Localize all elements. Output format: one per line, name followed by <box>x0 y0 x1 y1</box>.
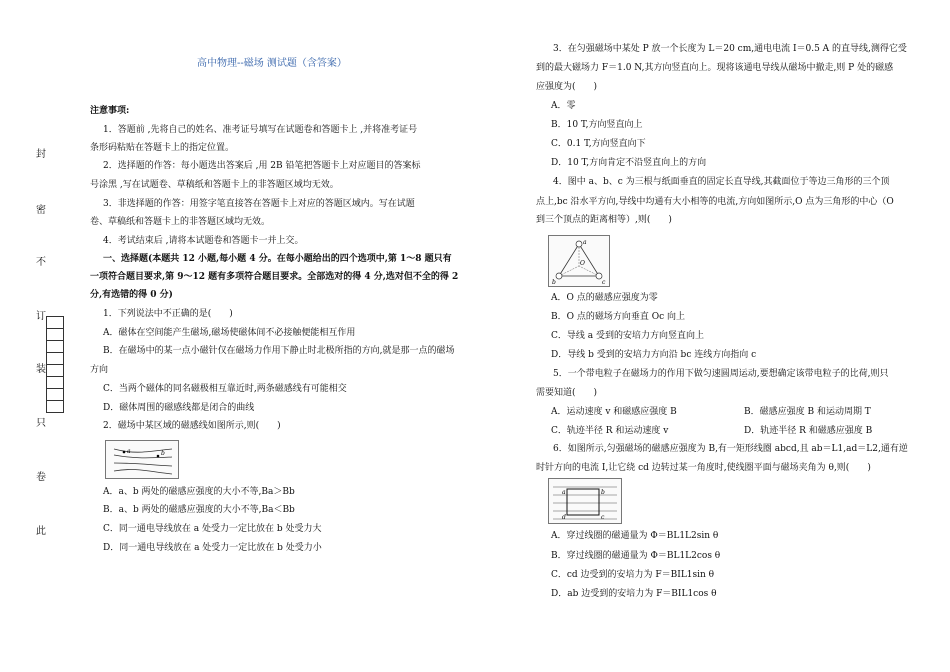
q2-option-c: C．同一通电导线放在 a 处受力一定比放在 b 处受力大 <box>103 524 322 534</box>
fig6-label-a: a <box>562 489 566 496</box>
q5-stem-a: 5．一个带电粒子在磁场力的作用下做匀速圆周运动,要想确定该带电粒子的比荷,则只 <box>553 369 889 379</box>
fig4-label-b: b <box>552 279 556 286</box>
q3-option-a: A．零 <box>551 101 576 111</box>
q6-option-c: C．cd 边受到的安培力为 F＝BIL1sin θ <box>551 570 715 580</box>
q6-figure <box>548 478 622 524</box>
q4-option-c: C．导线 a 受到的安培力方向竖直向上 <box>551 331 704 341</box>
q6-stem-a: 6．如图所示,匀强磁场的磁感应强度为 B,有一矩形线圈 abcd,且 ab＝L1,ad＝L2,通有逆 <box>553 444 908 454</box>
q1-option-a: A．磁体在空间能产生磁场,磁场使磁体间不必接触便能相互作用 <box>103 328 356 338</box>
q4-stem-a: 4．图中 a、b、c 为三根与纸面垂直的固定长直导线,其截面位于等边三角形的三个顶 <box>553 177 890 187</box>
section-1c: 分,有选错的得 0 分) <box>90 290 173 300</box>
q2-option-d: D．同一通电导线放在 a 处受力一定比放在 b 处受力小 <box>103 543 322 553</box>
q4-option-d: D．导线 b 受到的安培力方向沿 bc 连线方向指向 c <box>551 350 757 360</box>
q3-option-d: D．10 T,方向肯定不沿竖直向上的方向 <box>551 158 707 168</box>
seal-char-1: 封 <box>36 149 46 160</box>
notice-3b: 卷、草稿纸和答题卡上的非答题区域均无效。 <box>90 217 271 227</box>
q3-option-c: C．0.1 T,方向竖直向下 <box>551 139 646 149</box>
fig2-label-b: b <box>161 450 165 457</box>
q5-option-b: B．磁感应强度 B 和运动周期 T <box>744 407 871 417</box>
q3-stem-a: 3．在匀强磁场中某处 P 放一个长度为 L＝20 cm,通电电流 I＝0.5 A 的直导线,测得它受 <box>553 44 907 54</box>
fig6-label-c: c <box>601 514 605 521</box>
fig6-label-b: b <box>601 489 605 496</box>
q4-stem-b: 点上,bc 沿水平方向,导线中均通有大小相等的电流,方向如图所示,O 点为三角形的中心（O <box>536 197 894 207</box>
q5-option-d: D．轨迹半径 R 和磁感应强度 B <box>744 426 873 436</box>
q6-option-a: A．穿过线圈的磁通量为 Φ＝BL1L2sin θ <box>551 531 719 541</box>
q1-option-b1: B．在磁场中的某一点小磁针仅在磁场力作用下静止时北极所指的方向,就是那一点的磁场 <box>103 346 455 356</box>
fig6-label-d: d <box>562 514 566 521</box>
fig4-label-o: O <box>580 260 585 267</box>
q6-option-d: D．ab 边受到的安培力为 F＝BIL1cos θ <box>551 589 717 599</box>
q4-figure <box>548 235 610 287</box>
q5-stem-b: 需要知道( ) <box>536 388 598 398</box>
binding-boxes <box>46 316 64 413</box>
fig2-label-a: a <box>127 448 131 455</box>
q3-stem-b: 到的最大磁场力 F＝1.0 N,其方向竖直向上。现将该通电导线从磁场中撤走,则 P 处的磁感 <box>536 63 894 73</box>
q4-option-b: B．O 点的磁场方向垂直 Oc 向上 <box>551 312 685 322</box>
seal-char-2: 密 <box>36 205 46 216</box>
q1-option-b2: 方向 <box>90 365 109 375</box>
q2-stem: 2．磁场中某区域的磁感线如图所示,则( ) <box>103 421 281 431</box>
section-1a: 一、选择题(本题共 12 小题,每小题 4 分。在每小题给出的四个选项中,第 1～8 题只有 <box>103 254 452 264</box>
q2-option-a: A．a、b 两处的磁感应强度的大小不等,Ba＞Bb <box>103 487 295 497</box>
seal-char-4: 订 <box>36 311 46 322</box>
seal-char-5: 装 <box>36 364 46 375</box>
q1-option-d: D．磁体周围的磁感线都是闭合的曲线 <box>103 403 255 413</box>
q4-stem-c: 到三个顶点的距离相等）,则( ) <box>536 215 672 225</box>
notice-1b: 条形码粘贴在答题卡上的指定位置。 <box>90 143 235 153</box>
q5-option-a: A．运动速度 v 和磁感应强度 B <box>551 407 677 417</box>
section-1b: 一项符合题目要求,第 9～12 题有多项符合题目要求。全部选对的得 4 分,选对但不全的得 2 <box>90 272 459 282</box>
notice-2b: 号涂黑 ,写在试题卷、草稿纸和答题卡上的非答题区域均无效。 <box>90 180 339 190</box>
seal-char-6: 只 <box>36 418 46 429</box>
seal-char-3: 不 <box>36 257 46 268</box>
fig4-label-c: c <box>602 279 606 286</box>
q6-option-b: B．穿过线圈的磁通量为 Φ＝BL1L2cos θ <box>551 551 721 561</box>
q5-option-c: C．轨迹半径 R 和运动速度 v <box>551 426 669 436</box>
q3-stem-c: 应强度为( ) <box>536 82 598 92</box>
notice-2a: 2．选择题的作答：每小题选出答案后 ,用 2B 铅笔把答题卡上对应题目的答案标 <box>103 161 421 171</box>
page-title: 高中物理--磁场 测试题（含答案） <box>197 58 347 69</box>
q2-figure <box>105 440 179 479</box>
notice-3a: 3．非选择题的作答：用签字笔直接答在答题卡上对应的答题区域内。写在试题 <box>103 199 415 209</box>
fig4-label-a: a <box>583 239 587 246</box>
notice-heading: 注意事项: <box>90 106 130 116</box>
q6-stem-b: 时针方向的电流 I,让它绕 cd 边转过某一角度时,使线圈平面与磁场夹角为 θ,则( ) <box>536 463 871 473</box>
q1-option-c: C．当两个磁体的同名磁极相互靠近时,两条磁感线有可能相交 <box>103 384 347 394</box>
q4-option-a: A．O 点的磁感应强度为零 <box>551 293 658 303</box>
seal-char-7: 卷 <box>36 472 46 483</box>
q1-stem: 1．下列说法中不正确的是( ) <box>103 309 233 319</box>
q3-option-b: B．10 T,方向竖直向上 <box>551 120 643 130</box>
notice-1a: 1．答题前 ,先将自己的姓名、准考证号填写在试题卷和答题卡上 ,并将准考证号 <box>103 125 418 135</box>
q2-option-b: B．a、b 两处的磁感应强度的大小不等,Ba＜Bb <box>103 505 295 515</box>
notice-4: 4．考试结束后 ,请将本试题卷和答题卡一并上交。 <box>103 236 304 246</box>
seal-char-8: 此 <box>36 526 46 537</box>
